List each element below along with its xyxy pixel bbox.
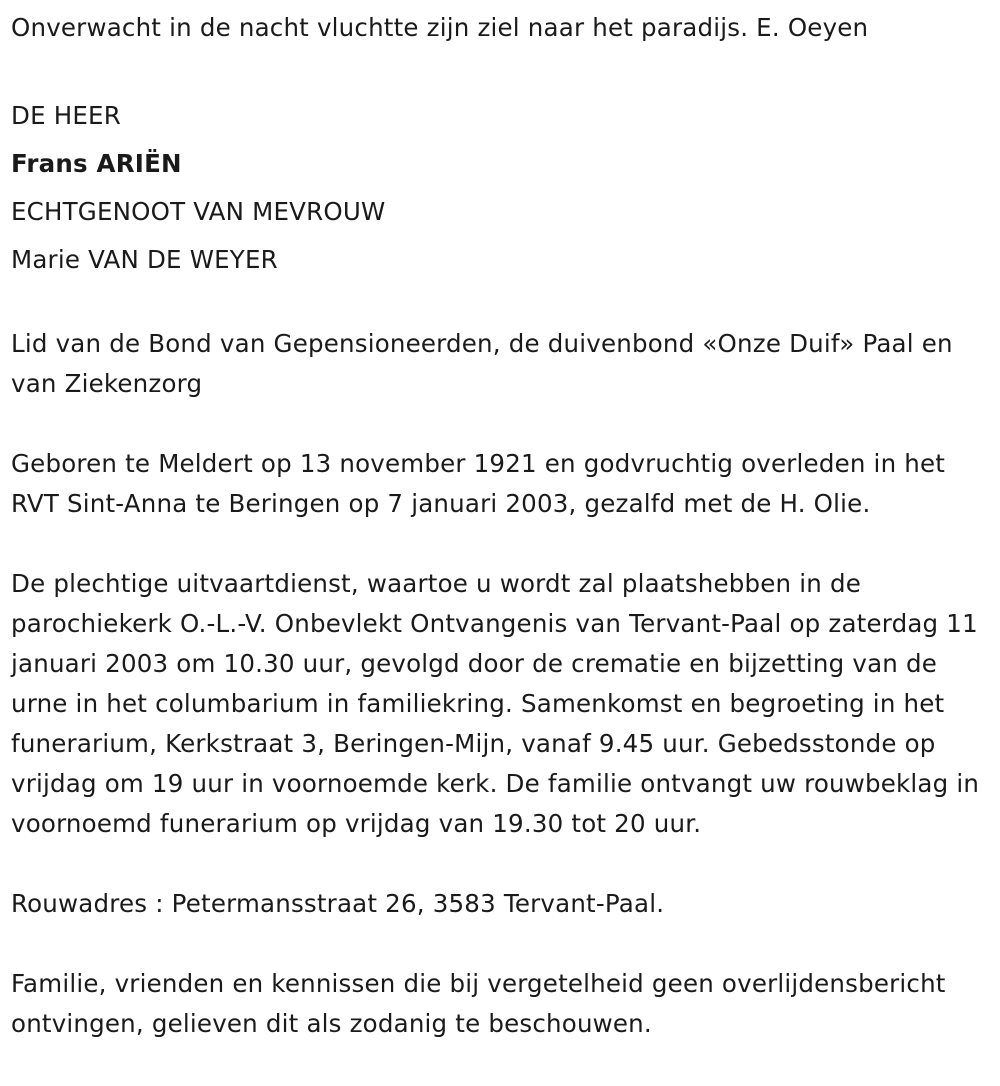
memberships-paragraph: Lid van de Bond van Gepensioneerden, de duivenbond «Onze Duif» Paal en van Ziekenzorg (11, 329, 953, 398)
spacer (11, 524, 986, 564)
mourning-address: Rouwadres : Petermansstraat 26, 3583 Tervant-Paal. (11, 889, 665, 918)
spouse-label: ECHTGENOOT VAN MEVROUW (11, 197, 386, 226)
spacer (11, 52, 986, 92)
spouse-name: Marie VAN DE WEYER (11, 245, 278, 274)
deceased-name: Frans ARIËN (11, 149, 182, 178)
spacer (11, 404, 986, 444)
spacer (11, 284, 986, 324)
birth-death-paragraph: Geboren te Meldert op 13 november 1921 en godvruchtig overleden in het RVT Sint-Anna te Beringen op 7 januari 2003, gezalfd met de H. Olie. (11, 449, 946, 518)
title-prefix: DE HEER (11, 101, 121, 130)
opening-quote: Onverwacht in de nacht vluchtte zijn ziel naar het paradijs. E. Oeyen (11, 13, 869, 42)
funeral-details-paragraph: De plechtige uitvaartdienst, waartoe u wordt zal plaatshebben in de parochiekerk O.-L.-V. Onbevlekt Ontvangenis van Tervant-Paal op zaterdag 11 januari 2003 om 10.30 uur, gevolgd door de crematie en bijzetting van de urne in het columbarium in familiekring. Samenkomst en begroeting in het funerarium, Kerkstraat 3, Beringen-Mijn, vanaf 9.45 uur. Gebedsstonde op vrijdag om 19 uur in voornoemde kerk. De familie ontvangt uw rouwbeklag in voornoemd funerarium op vrijdag van 19.30 tot 20 uur. (11, 569, 980, 838)
spacer (11, 844, 986, 884)
spacer (11, 924, 986, 964)
closing-note: Familie, vrienden en kennissen die bij vergetelheid geen overlijdensbericht ontvingen, gelieven dit als zodanig te beschouwen. (11, 969, 946, 1038)
